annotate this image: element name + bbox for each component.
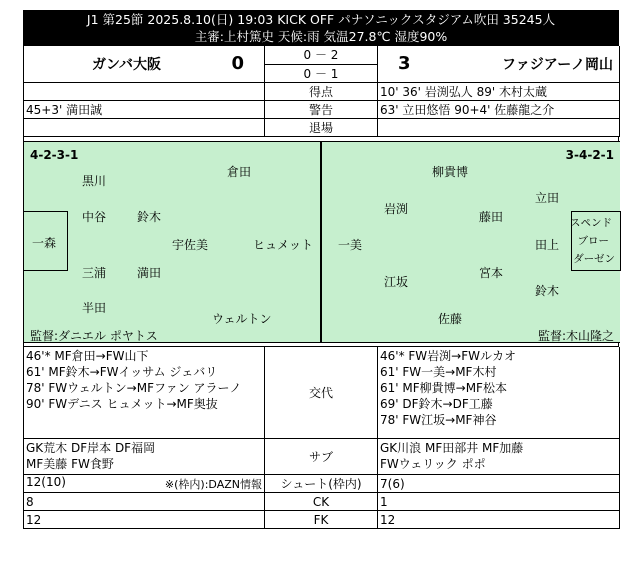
away-player: 佐藤: [438, 311, 463, 326]
subs-stats-table: [23, 347, 620, 530]
away-half: [321, 141, 620, 343]
home-score: 0: [231, 53, 244, 75]
away-player: 江坂: [384, 274, 409, 289]
home-player: 宇佐美: [172, 237, 209, 252]
home-bench: MF美藤 FW食野: [26, 457, 114, 471]
away-player: 田上: [535, 237, 560, 252]
away-player: 宮本: [479, 265, 504, 280]
home-player: ヒュメット: [253, 237, 314, 252]
match-header: [23, 10, 619, 46]
away-player: 鈴木: [535, 283, 560, 298]
home-team-name: ガンバ大阪: [92, 56, 162, 73]
home-ck: 8: [24, 493, 265, 511]
home-bench: GK荒木 DF岸本 DF福岡: [26, 441, 156, 455]
home-sub: 90' FWデニス ヒュメット→MF奥抜: [26, 396, 218, 411]
home-fk: 12: [24, 511, 265, 529]
match-report: [23, 10, 619, 529]
home-player: 三浦: [82, 265, 107, 280]
home-sub: 78' FWウェルトン→MFファン アラーノ: [26, 380, 242, 395]
shots-label: シュート(枠内): [265, 475, 378, 493]
away-player: 一美: [338, 237, 363, 252]
away-sub: 46'* FW岩渕→FWルカオ: [380, 348, 516, 363]
away-player: 立田: [535, 190, 560, 205]
bench-label: サブ: [265, 439, 378, 475]
away-player-name-part: スペンド: [570, 216, 612, 229]
score-table: [23, 46, 620, 137]
away-player-name-part: ブロー: [577, 234, 609, 247]
away-bench: FWウェリック ポポ: [380, 457, 486, 471]
home-player: 倉田: [227, 164, 252, 179]
stat-row-ck: [24, 493, 620, 511]
away-team-name: ファジアーノ岡山: [501, 56, 613, 73]
home-half: [24, 141, 321, 343]
bench-row: [24, 439, 620, 475]
ck-label: CK: [265, 493, 378, 511]
home-player: ウェルトン: [212, 311, 272, 326]
stat-row-shots: [24, 475, 620, 493]
away-sub: 78' FW江坂→MF神谷: [380, 412, 497, 427]
lineup-pitch: [23, 137, 619, 347]
event-row-dismissals: 退場: [24, 118, 620, 136]
referee-weather-line: 主審:上村篤史 天候:雨 気温27.8℃ 湿度90%: [194, 29, 448, 44]
first-half-score: 0 － 2: [265, 46, 378, 64]
away-ck: 1: [378, 493, 620, 511]
substitutions-row: [24, 347, 620, 439]
home-player: 中谷: [82, 209, 107, 224]
away-sub: 69' DF鈴木→DF工藤: [380, 396, 493, 411]
away-sub: 61' MF柳貴博→MF松本: [380, 380, 507, 395]
away-coach: 監督:木山隆之: [537, 328, 614, 343]
away-formation: 3-4-2-1: [565, 147, 614, 162]
away-score: 3: [398, 53, 411, 75]
away-player: 藤田: [479, 209, 504, 224]
home-player: 半田: [82, 300, 107, 315]
fk-label: FK: [265, 511, 378, 529]
home-player: 鈴木: [137, 209, 162, 224]
away-bench: GK川浪 MF田部井 MF加藤: [380, 441, 524, 455]
home-sub: 61' MF鈴木→FWイッサム ジェバリ: [26, 364, 218, 379]
match-info-line: J1 第25節 2025.8.10(日) 19:03 KICK OFF パナソニックスタジアム吹田 35245人: [86, 12, 556, 27]
substitutions-label: 交代: [265, 347, 378, 439]
away-player: 柳貴博: [432, 164, 469, 179]
home-coach: 監督:ダニエル ポヤトス: [30, 328, 158, 343]
away-player: 岩渕: [384, 201, 409, 216]
shots-note: ※(枠内):DAZN情報: [164, 478, 262, 491]
home-sub: 46'* MF倉田→FW山下: [26, 348, 149, 363]
second-half-score: 0 － 1: [265, 64, 378, 82]
home-player: 一森: [32, 235, 57, 250]
home-formation: 4-2-3-1: [30, 147, 79, 162]
away-fk: 12: [378, 511, 620, 529]
away-sub: 61' FW一美→MF木村: [380, 364, 497, 379]
event-row-cautions: 45+3' 満田誠 警告 63' 立田悠悟 90+4' 佐藤龍之介: [24, 100, 620, 118]
stat-row-fk: [24, 511, 620, 529]
home-player: 満田: [137, 265, 162, 280]
away-shots: 7(6): [378, 475, 620, 493]
home-shots: 12(10): [26, 475, 66, 489]
event-row-goals: 得点 10' 36' 岩渕弘人 89' 木村太蔵: [24, 82, 620, 100]
home-player: 黒川: [82, 173, 107, 188]
away-player-name-part: ダーゼン: [573, 252, 615, 265]
